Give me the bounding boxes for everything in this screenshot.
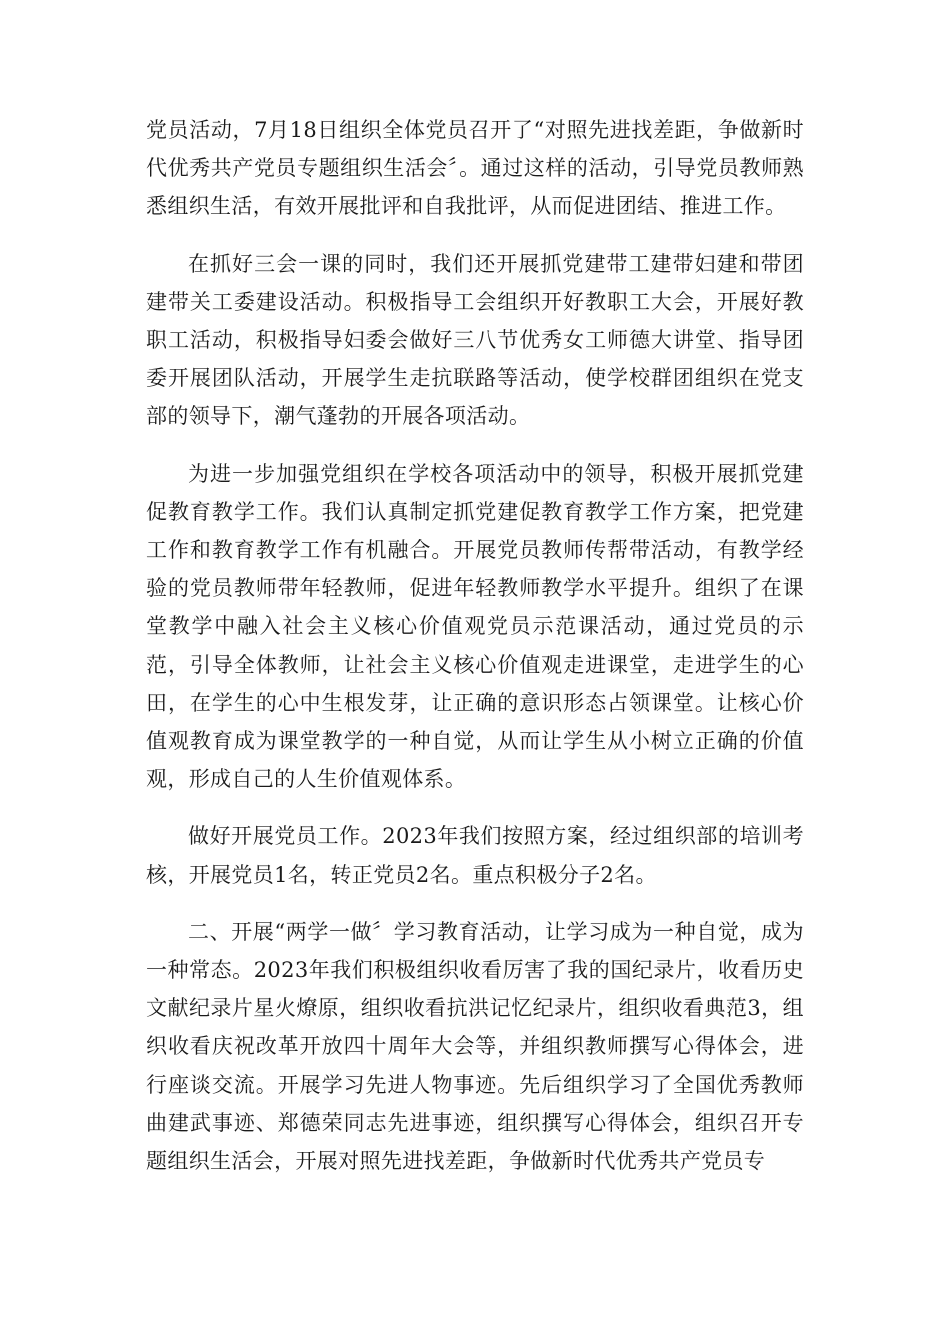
paragraph-group-building: 在抓好三会一课的同时，我们还开展抓党建带工建带妇建和带团建带关工委建设活动。积极指导工会组织开好教职工大会，开展好教职工活动，积极指导妇委会做好三八节优秀女工师德大讲堂、指导团委开展团队活动，开展学生走抗联路等活动，使学校群团组织在党支部的领导下，潮气蓬勃的开展各项活动。 <box>146 251 804 429</box>
paragraph-continuation: 党员活动，7月18日组织全体党员召开了“对照先进找差距，争做新时代优秀共产党员专题组织生活会〞。通过这样的活动，引导党员教师熟悉组织生活，有效开展批评和自我批评，从而促进团结、推进工作。 <box>146 118 804 219</box>
paragraph-education-teaching: 为进一步加强党组织在学校各项活动中的领导，积极开展抓党建促教育教学工作。我们认真制定抓党建促教育教学工作方案，把党建工作和教育教学工作有机融合。开展党员教师传帮带活动，有教学经验的党员教师带年轻教师，促进年轻教师教学水平提升。组织了在课堂教学中融入社会主义核心价值观党员示范课活动，通过党员的示范，引导全体教师，让社会主义核心价值观走进课堂，走进学生的心田，在学生的心中生根发芽，让正确的意识形态占领课堂。让核心价值观教育成为课堂教学的一种自觉，从而让学生从小树立正确的价值观，形成自己的人生价值观体系。 <box>146 461 804 792</box>
paragraph-study-activities: 二、开展“两学一做〞学习教育活动，让学习成为一种自觉，成为一种常态。2023年我们积极组织收看厉害了我的国纪录片，收看历史文献纪录片星火燎原，组织收看抗洪记忆纪录片，组织收看典范3，组织收看庆祝改革开放四十周年大会等，并组织教师撰写心得体会，进行座谈交流。开展学习先进人物事迹。先后组织学习了全国优秀教师曲建武事迹、郑德荣同志先进事迹，组织撰写心得体会，组织召开专题组织生活会，开展对照先进找差距，争做新时代优秀共产党员专 <box>146 919 804 1174</box>
document-page <box>146 111 804 1199</box>
paragraph-party-member-development: 做好开展党员工作。2023年我们按照方案，经过组织部的培训考核，开展党员1名，转正党员2名。重点积极分子2名。 <box>146 824 804 887</box>
